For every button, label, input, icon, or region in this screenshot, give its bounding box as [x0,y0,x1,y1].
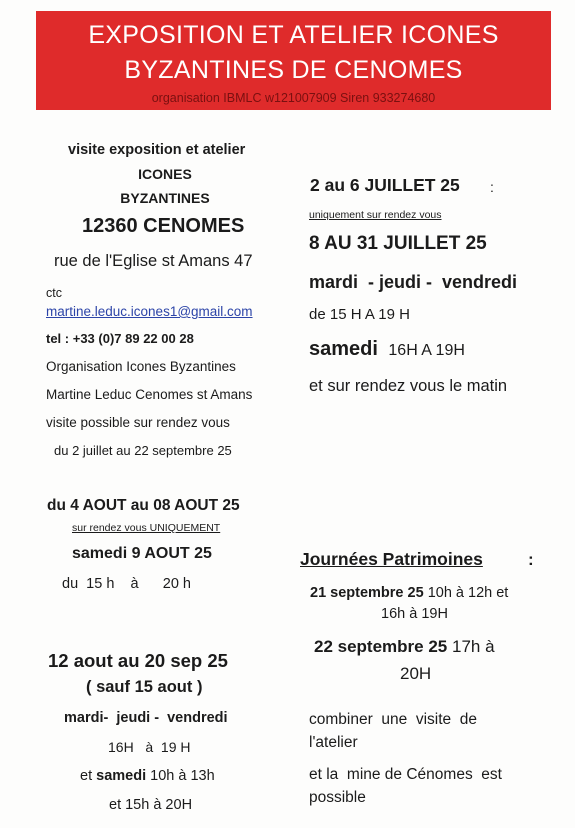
sept-hours: 16H à 19 H [108,739,191,755]
august-rdv-note: sur rendez vous UNIQUEMENT [72,522,221,534]
street-address: rue de l'Eglise st Amans 47 [54,252,253,270]
date-range: du 2 juillet au 22 septembre 25 [54,443,232,458]
combine-line1: combiner une visite de [309,711,478,728]
telephone: tel : +33 (0)7 89 22 00 28 [46,331,194,346]
contact-label: ctc [46,286,62,300]
saturday-prefix: et [80,768,93,784]
sept21-line [310,585,508,601]
mine-line2: possible [309,789,366,806]
heritage-colon: : [528,550,534,569]
july-first-note: uniquement sur rendez vous [309,209,442,221]
july-first-colon: : [490,179,494,195]
visit-line3: BYZANTINES [120,190,210,206]
title-banner [36,11,551,110]
sept21-date: 21 septembre 25 [310,585,424,601]
sept21-hours: 10h à 12h et [427,585,509,601]
postcode-town: 12360 CENOMES [82,215,245,237]
morning-note: et sur rendez vous le matin [309,377,508,395]
july-days: mardi - jeudi - vendredi [309,272,518,292]
sept22-hours-2: 20H [400,664,432,683]
mine-line1: et la mine de Cénomes est [309,766,502,783]
saturday-hours-right: 16H A 19H [388,342,465,359]
banner-organisation: organisation IBMLC w121007909 Siren 933274680 [151,91,436,105]
sept-days: mardi- jeudi - vendredi [64,710,228,726]
saturday-label-right: samedi [309,338,378,360]
saturday-hours: 10h à 13h [150,768,215,784]
sept-except: ( sauf 15 aout ) [86,678,203,696]
saturday-hours-2: et 15h à 20H [109,797,193,813]
person-line: Martine Leduc Cenomes st Amans [46,387,253,402]
email-link[interactable]: martine.leduc.icones1@gmail.com [46,304,253,319]
combine-line2: l'atelier [309,734,358,751]
sept21-hours-2: 16h à 19H [381,606,448,622]
visit-line1: visite exposition et atelier [68,142,246,158]
july-hours: de 15 H A 19 H [309,306,410,323]
visit-line2: ICONES [138,166,192,182]
banner-title-line2: BYZANTINES DE CENOMES [124,56,463,84]
august-range: du 4 AOUT au 08 AOUT 25 [47,497,240,514]
sept-range: 12 aout au 20 sep 25 [48,650,228,671]
july-main-range: 8 AU 31 JUILLET 25 [309,233,487,254]
july-first-range: 2 au 6 JUILLET 25 [310,175,460,195]
heritage-title: Journées Patrimoines [300,549,483,569]
sept22-date: 22 septembre 25 [314,637,448,656]
saturday-line [309,338,465,361]
banner-title-line1: EXPOSITION ET ATELIER ICONES [88,21,499,49]
saturday-hours-line [80,768,215,784]
saturday-label: samedi [96,768,147,784]
organisation-line: Organisation Icones Byzantines [46,359,236,374]
august-saturday: samedi 9 AOUT 25 [72,545,212,562]
august-hours: du 15 h à 20 h [62,576,191,592]
sept22-hours: 17h à [451,637,495,656]
sept22-line [314,637,495,657]
visit-possible: visite possible sur rendez vous [46,415,230,430]
